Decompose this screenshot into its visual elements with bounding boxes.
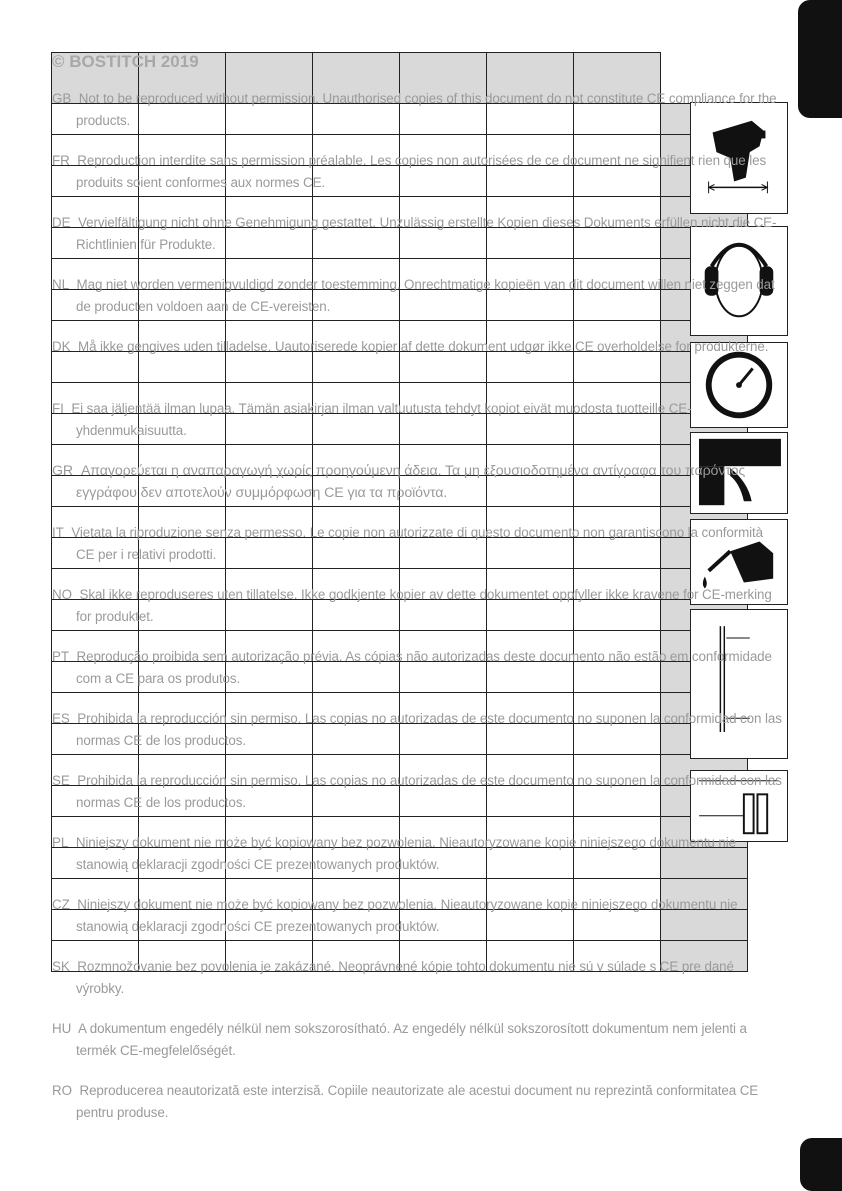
legal-notices <box>52 52 782 1142</box>
language-code: SE <box>52 773 70 788</box>
notice-gr <box>52 460 782 504</box>
notice-sk <box>52 956 782 1000</box>
notice-se <box>52 770 782 814</box>
language-code: FR <box>52 153 70 168</box>
notice-text: Vietata la riproduzione senza permesso. Le copie non autorizzate di questo documento non garantiscono la conformità CE per i relativi prodotti. <box>71 525 764 562</box>
notice-text: Reproduction interdite sans permission préalable. Les copies non autorisées de ce document ne signifient rien que les produits soient conformes aux normes CE. <box>76 153 767 190</box>
notice-ro <box>52 1080 782 1124</box>
notice-text: Må ikke gengives uden tilladelse. Uautoriserede kopier af dette dokument udgør ikke CE overholdelse for produkterne. <box>78 339 769 354</box>
notice-text: Reproducerea neautorizată este interzisă. Copiile neautorizate ale acestui document nu reprezintă conformitatea CE pentru produse. <box>76 1083 759 1120</box>
language-code: FI <box>52 401 64 416</box>
notice-text: Mag niet worden vermenigvuldigd zonder toestemming. Onrechtmatige kopieën van dit document willen niet zeggen dat de producten voldoen aan de CE-vereisten. <box>76 277 775 314</box>
notice-es <box>52 708 782 752</box>
notice-text: Niniejszy dokument nie może być kopiowany bez pozwolenia. Nieautoryzowane kopie niniejszego dokumentu nie stanowią deklaracji zgodności CE prezentowanych produktów. <box>76 897 738 934</box>
language-code: DK <box>52 339 71 354</box>
notice-dk <box>52 336 782 380</box>
language-code: HU <box>52 1021 72 1036</box>
chapter-tab <box>798 0 842 118</box>
notice-text: Prohibida la reproducción sin permiso. Las copias no autorizadas de este documento no suponen la conformidad con las normas CE de los productos. <box>76 711 782 748</box>
notice-de <box>52 212 782 256</box>
language-code: GR <box>52 463 74 479</box>
notice-text: Skal ikke reproduseres uten tillatelse. Ikke godkjente kopier av dette dokumentet oppfyller ikke kravene for CE-merking for produktet. <box>76 587 772 624</box>
language-code: SK <box>52 959 70 974</box>
notice-text: Απαγορεύεται η αναπαραγωγή χωρίς προηγούμενη άδεια. Τα μη εξουσιοδοτημένα αντίγραφα του παρόντος εγγράφου δεν αποτελούν συμμόρφωση CE για τα προϊόντα. <box>76 463 746 501</box>
copyright-heading: © BOSTITCH 2019 <box>52 52 199 71</box>
notice-hu <box>52 1018 782 1062</box>
notice-text: Ei saa jäljentää ilman lupaa. Tämän asiakirjan ilman valtuutusta tehdyt kopiot eivät muodosta tuotteille CE-yhdenmukaisuutta. <box>71 401 692 438</box>
notice-pt <box>52 646 782 690</box>
language-code: NL <box>52 277 69 292</box>
notice-gb <box>52 88 782 132</box>
language-code: IT <box>52 525 64 540</box>
notice-text: Vervielfältigung nicht ohne Genehmigung gestattet. Unzulässig erstellte Kopien dieses Dokuments erfüllen nicht die CE-Richtlinien für Produkte. <box>76 215 777 252</box>
language-code: PL <box>52 835 69 850</box>
language-code: NO <box>52 587 72 602</box>
notice-text: Not to be reproduced without permission. Unauthorised copies of this document do not constitute CE compliance for the products. <box>76 91 777 128</box>
notice-nl <box>52 274 782 318</box>
notice-cz <box>52 894 782 938</box>
notice-it <box>52 522 782 566</box>
notice-text: Prohibida la reproducción sin permiso. Las copias no autorizadas de este documento no suponen la conformidad con las normas CE de los productos. <box>76 773 782 810</box>
notice-text: Reprodução proibida sem autorização prévia. As cópias não autorizadas deste documento não estão em conformidade com a CE para os produtos. <box>76 649 772 686</box>
language-code: DE <box>52 215 71 230</box>
language-code: PT <box>52 649 69 664</box>
notice-text: Niniejszy dokument nie może być kopiowany bez pozwolenia. Nieautoryzowane kopie niniejszego dokumentu nie stanowią deklaracji zgodności CE prezentowanych produktów. <box>75 835 736 872</box>
language-code: CZ <box>52 897 70 912</box>
notice-no <box>52 584 782 628</box>
notice-pl <box>52 832 782 876</box>
language-code: ES <box>52 711 70 726</box>
language-code: GB <box>52 91 72 106</box>
notice-fr <box>52 150 782 194</box>
page-number-tab <box>800 1138 842 1191</box>
notice-text: A dokumentum engedély nélkül nem sokszorosítható. Az engedély nélkül sokszorosított dokumentum nem jelenti a termék CE-megfelelőségét. <box>76 1021 747 1058</box>
notice-text: Rozmnožovanie bez povolenia je zakázané. Neoprávnené kópie tohto dokumentu nie sú v súlade s CE pre dané výrobky. <box>76 959 734 996</box>
language-code: RO <box>52 1083 72 1098</box>
notice-fi <box>52 398 782 442</box>
